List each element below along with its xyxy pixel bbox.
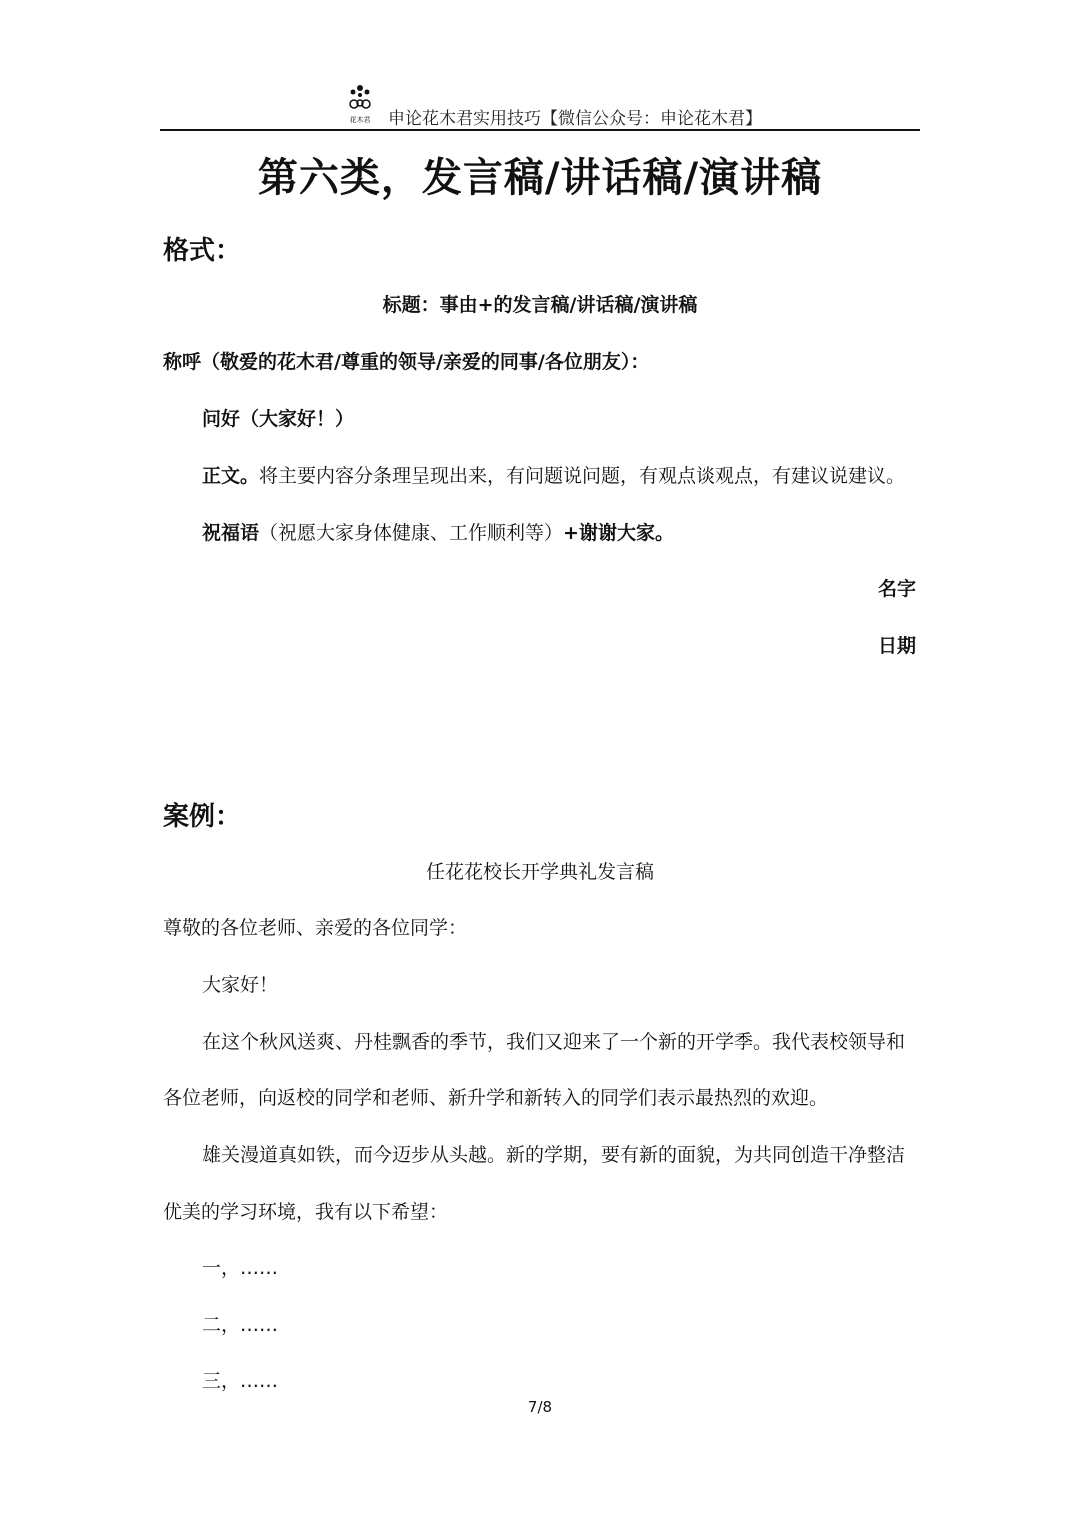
page-number: 7/8 xyxy=(527,1398,553,1416)
format-body-text: 将主要内容分条理呈现出来，有问题说问题，有观点谈观点，有建议说建议。 xyxy=(259,465,906,487)
list-item: 三，…… xyxy=(202,1370,279,1392)
format-heading: 格式： xyxy=(163,236,242,266)
format-greeting: 问好（大家好！） xyxy=(202,408,355,430)
example-paragraph-2-line-2: 优美的学习环境，我有以下希望： xyxy=(163,1201,449,1223)
logo xyxy=(344,82,376,126)
format-blessing-label: 祝福语 xyxy=(202,522,260,544)
format-title-line: 标题：事由+的发言稿/讲话稿/演讲稿 xyxy=(382,294,698,316)
header-divider xyxy=(160,129,920,131)
format-blessing-text: （祝愿大家身体健康、工作顺利等） xyxy=(259,522,564,544)
format-blessing-end: +谢谢大家。 xyxy=(563,522,674,544)
logo-label: 花木君 xyxy=(349,116,371,124)
format-salutation: 称呼（敬爱的花木君/尊重的领导/亲爱的同事/各位朋友）： xyxy=(163,351,650,373)
example-salutation: 尊敬的各位老师、亲爱的各位同学： xyxy=(163,917,468,939)
example-title: 任花花校长开学典礼发言稿 xyxy=(425,861,654,883)
format-date: 日期 xyxy=(877,635,916,657)
format-name: 名字 xyxy=(877,578,916,600)
example-greeting: 大家好！ xyxy=(202,974,279,996)
list-item: 一，…… xyxy=(202,1257,279,1279)
example-paragraph-2-line-1: 雄关漫道真如铁，而今迈步从头越。新的学期，要有新的面貌，为共同创造干净整洁 xyxy=(202,1144,906,1166)
example-paragraph-1-line-1: 在这个秋风送爽、丹桂飘香的季节，我们又迎来了一个新的开学季。我代表校领导和 xyxy=(202,1031,906,1053)
format-body-line xyxy=(202,461,905,488)
header-text: 申论花木君实用技巧【微信公众号：申论花木君】 xyxy=(388,109,762,129)
example-paragraph-1-line-2: 各位老师，向返校的同学和老师、新升学和新转入的同学们表示最热烈的欢迎。 xyxy=(163,1087,829,1109)
page-title: 第六类，发言稿/讲话稿/演讲稿 xyxy=(257,155,823,201)
format-body-label: 正文。 xyxy=(202,465,260,487)
example-heading: 案例： xyxy=(163,802,242,832)
list-item: 二，…… xyxy=(202,1314,279,1336)
format-blessing-line xyxy=(202,518,674,545)
